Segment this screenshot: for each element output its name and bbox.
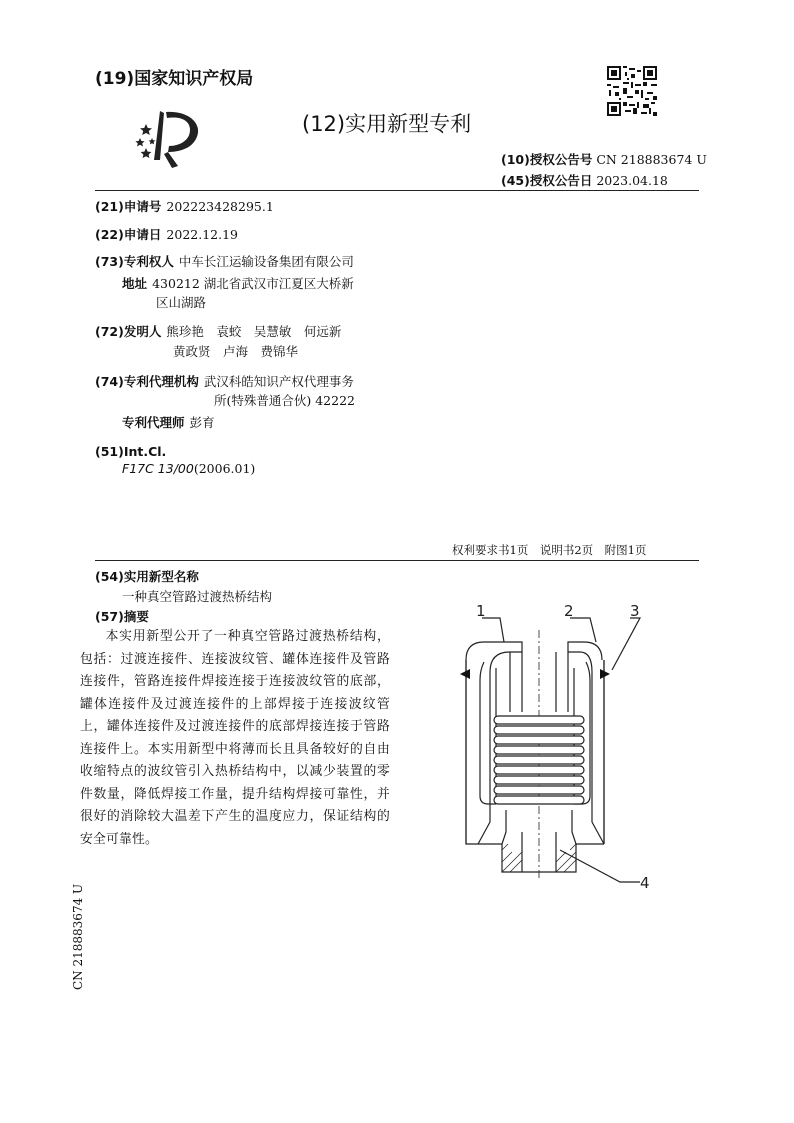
patentee: 中车长江运输设备集团有限公司 (178, 254, 354, 269)
address-line1: 430212 湖北省武汉市江夏区大桥新 (152, 276, 354, 291)
part-label-3: 3 (630, 602, 640, 620)
inventors-line2: 黄政贤 卢海 费锦华 (173, 344, 299, 359)
title-label: (54)实用新型名称 (95, 569, 199, 584)
qr-code (607, 66, 657, 116)
agency-label: (74)专利代理机构 (95, 374, 199, 389)
agent: 彭育 (189, 415, 215, 430)
office-name: (19)国家知识产权局 (95, 69, 254, 89)
app-no: 202223428295.1 (166, 199, 274, 214)
intcl-code: F17C 13/00 (122, 461, 194, 476)
inventors-label: (72)发明人 (95, 324, 162, 339)
cnipa-logo (130, 108, 208, 170)
address-line2: 区山湖路 (156, 295, 207, 310)
utility-model-title: 一种真空管路过渡热桥结构 (122, 589, 273, 604)
agent-label: 专利代理师 (122, 415, 185, 430)
structure-drawing (440, 600, 680, 900)
patentee-label: (73)专利权人 (95, 254, 174, 269)
part-label-2: 2 (564, 602, 574, 620)
document-type: (12)实用新型专利 (302, 112, 472, 136)
section-divider (95, 560, 699, 561)
agency-line2: 所(特殊普通合伙) 42222 (214, 393, 355, 408)
abstract-label: (57)摘要 (95, 609, 149, 624)
part-label-1: 1 (476, 602, 486, 620)
address-label: 地址 (122, 276, 148, 291)
pub-date: 2023.04.18 (596, 173, 668, 188)
side-publication-number: CN 218883674 U (71, 883, 85, 990)
pub-date-label: (45)授权公告日 (501, 173, 593, 188)
intcl-year: (2006.01) (193, 461, 256, 476)
inventors-line1: 熊珍艳 袁蛟 吴慧敏 何远新 (166, 324, 342, 339)
intcl-label: (51)Int.Cl. (95, 444, 167, 459)
app-date: 2022.12.19 (166, 227, 238, 242)
pub-no-label: (10)授权公告号 (501, 152, 593, 167)
abstract-text: 本实用新型公开了一种真空管路过渡热桥结构，包括：过渡连接件、连接波纹管、罐体连接件及管路连接件，管路连接件焊接连接于连接波纹管的底部，罐体连接件及过渡连接件的上部焊接于连接波纹管上，罐体连接件及过渡连接件的底部焊接连接于管路连接件上。本实用新型中将薄而长且具备较好的自由收缩特点的波纹管引入热桥结构中，以减少装置的零件数量，降低焊接工作量，提升结构焊接可靠性，并很好的消除较大温差下产生的温度应力，保证结构的安全可靠性。 (80, 629, 390, 847)
header-divider (95, 190, 699, 191)
page-counts: 权利要求书1页 说明书2页 附图1页 (452, 543, 647, 557)
app-date-label: (22)申请日 (95, 227, 162, 242)
app-no-label: (21)申请号 (95, 199, 162, 214)
pub-no: CN 218883674 U (596, 152, 707, 167)
part-label-4: 4 (640, 874, 650, 892)
agency-line1: 武汉科皓知识产权代理事务 (203, 374, 354, 389)
